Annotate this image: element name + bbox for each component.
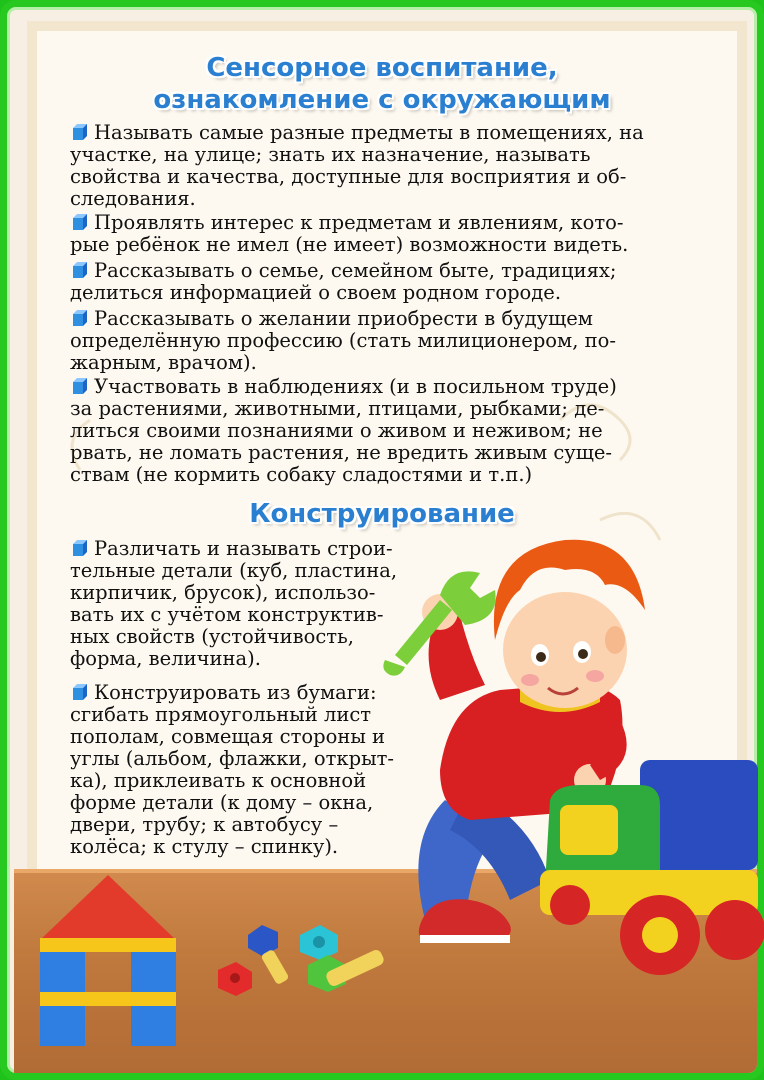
blue-cube-bullet-icon <box>70 308 90 328</box>
blue-cube-bullet-icon <box>70 122 90 142</box>
construction-heading: Конструирование <box>249 499 515 529</box>
construction-item <box>70 538 440 670</box>
line: Конструировать из бумаги: <box>94 681 377 704</box>
blue-cube-bullet-icon <box>70 376 90 396</box>
line: следования. <box>70 187 196 210</box>
line: кирпичик, брусок), использо- <box>70 581 376 604</box>
blue-cube-bullet-icon <box>70 212 90 232</box>
line: ных свойств (устойчивость, <box>70 625 354 648</box>
toy-blocks-illustration <box>40 875 176 1046</box>
line: Рассказывать о желании приобрести в будущем <box>94 307 593 330</box>
line: жарным, врачом). <box>70 351 257 374</box>
line: сгибать прямоугольный лист <box>70 703 372 726</box>
line: тельные детали (куб, пластина, <box>70 559 398 582</box>
sensory-item <box>70 212 690 256</box>
blue-cube-bullet-icon <box>70 260 90 280</box>
line: форме детали (к дому – окна, <box>70 791 374 814</box>
line: литься своими познаниями о живом и неживом; не <box>70 419 603 442</box>
construction-item <box>70 682 440 858</box>
line: свойства и качества, доступные для восприятия и об- <box>70 165 627 188</box>
sensory-item <box>70 260 690 304</box>
line: участке, на улице; знать их назначение, называть <box>70 143 591 166</box>
sensory-item <box>70 308 690 374</box>
line: ствам (не кормить собаку сладостями и т.п.) <box>70 463 533 486</box>
line: рые ребёнок не имел (не имеет) возможности видеть. <box>70 233 629 256</box>
line: за растениями, животными, птицами, рыбками; де- <box>70 397 605 420</box>
sensory-heading-line-1: Сенсорное воспитание, <box>206 53 558 83</box>
line: Проявлять интерес к предметам и явлениям, кото- <box>94 211 624 234</box>
line: углы (альбом, флажки, открыт- <box>70 747 394 770</box>
line: форма, величина). <box>70 647 261 670</box>
line: Называть самые разные предметы в помещениях, на <box>94 121 644 144</box>
sensory-heading-line-2: ознакомление с окружающим <box>153 85 611 115</box>
line: вать их с учётом конструктив- <box>70 603 384 626</box>
line: Рассказывать о семье, семейном быте, традициях; <box>94 259 617 282</box>
line: пополам, совмещая стороны и <box>70 725 386 748</box>
sensory-heading <box>0 52 764 116</box>
line: Различать и называть строи- <box>94 537 393 560</box>
sensory-item <box>70 122 690 210</box>
line: ка), приклеивать к основной <box>70 769 367 792</box>
line: определённую профессию (стать милиционером, по- <box>70 329 616 352</box>
line: делиться информацией о своем родном городе. <box>70 281 562 304</box>
line: рвать, не ломать растения, не вредить живым суще- <box>70 441 612 464</box>
line: Участвовать в наблюдениях (и в посильном труде) <box>94 375 617 398</box>
blue-cube-bullet-icon <box>70 682 90 702</box>
line: двери, трубу; к автобусу – <box>70 813 339 836</box>
sensory-item <box>70 376 690 486</box>
blue-cube-bullet-icon <box>70 538 90 558</box>
toy-bolts-illustration <box>218 925 386 996</box>
toy-truck-illustration <box>540 760 764 975</box>
line: колёса; к стулу – спинку). <box>70 835 339 858</box>
